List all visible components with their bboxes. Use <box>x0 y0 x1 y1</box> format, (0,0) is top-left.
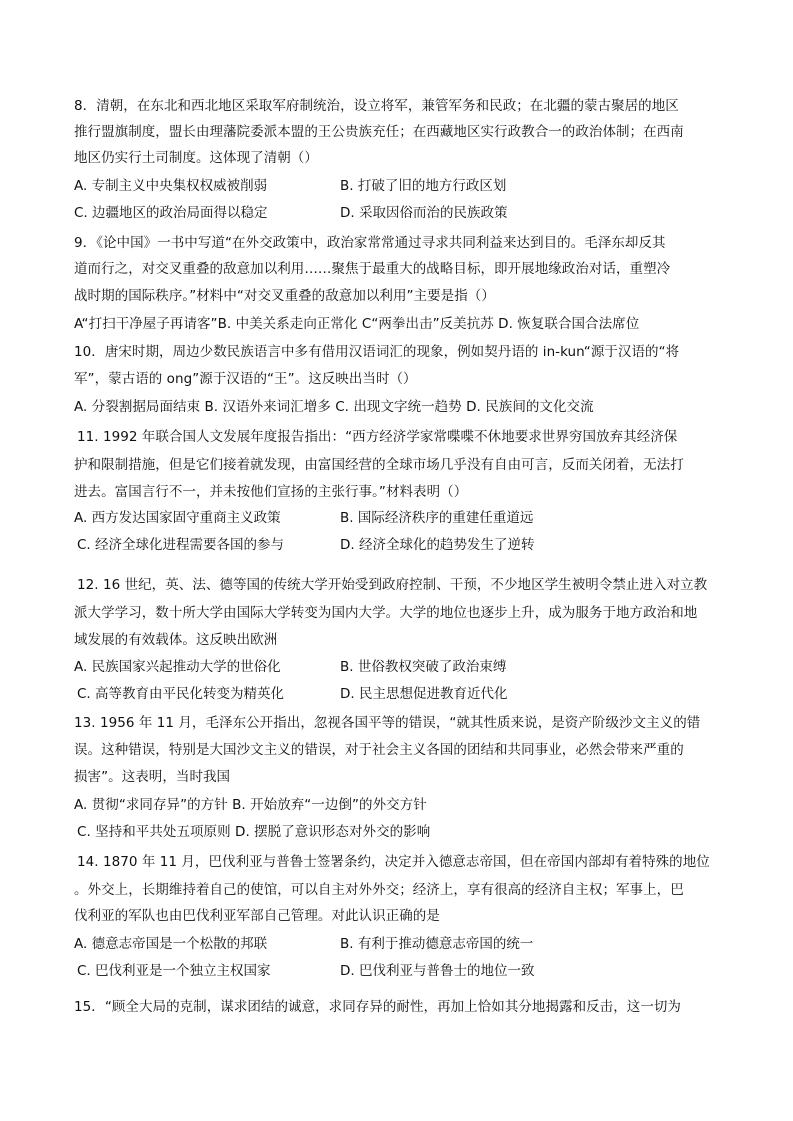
question-9-options-line: A“打扫干净屋子再请客”B. 中美关系走向正常化 C“两拳出击”反美抗苏 D. 恢复联合国合法席位 <box>74 316 640 332</box>
question-13-options-line-1: A. 贯彻“求同存异”的方针 B. 开始放弃“一边倒”的外交方针 <box>74 797 427 813</box>
question-14-option-c: C. 巴伐利亚是一个独立主权国家 <box>77 963 271 979</box>
question-8-line-1: 8．清朝，在东北和西北地区采取军府制统治，设立将军，兼管军务和民政；在北疆的蒙古聚居的地区 <box>74 98 679 114</box>
question-11-line-1: 11. 1992 年联合国人文发展年度报告指出：“西方经济学家常喋喋不休地要求世界穷国放弃其经济保 <box>77 429 678 445</box>
question-11-option-c: C. 经济全球化进程需要各国的参与 <box>77 537 285 553</box>
question-14-line-2: 。外交上，长期维持着自己的使馆，可以自主对外外交；经济上，享有很高的经济自主权；军事上，巴 <box>74 882 684 898</box>
question-14-option-b: B. 有利于推动德意志帝国的统一 <box>340 936 534 952</box>
question-13-line-1: 13. 1956 年 11 月，毛泽东公开指出，忽视各国平等的错误，“就其性质来说，是资产阶级沙文主义的错 <box>74 715 701 731</box>
question-10-line-1: 10．唐宋时期，周边少数民族语言中多有借用汉语词汇的现象，例如契丹语的 in-kun“源于汉语的“将 <box>74 344 680 360</box>
question-8-option-a: A. 专制主义中央集权权威被削弱 <box>74 178 268 194</box>
question-9-line-1: 9．《论中国》一书中写道“在外交政策中，政治家常常通过寻求共同利益来达到目的。毛泽东却反其 <box>74 235 666 251</box>
question-10-options-line: A. 分裂割据局面结束 B. 汉语外来词汇增多 C. 出现文字统一趋势 D. 民族间的文化交流 <box>74 399 594 415</box>
question-11-option-d: D. 经济全球化的趋势发生了逆转 <box>340 537 535 553</box>
question-14-option-d: D. 巴伐利亚与普鲁士的地位一致 <box>340 963 535 979</box>
question-13-line-2: 误。这种错误，特别是大国沙文主义的错误，对于社会主义各国的团结和共同事业，必然会带来严重的 <box>74 742 684 758</box>
question-12-line-1: 12. 16 世纪，英、法、德等国的传统大学开始受到政府控制、干预，不少地区学生被明令禁止进入对立教 <box>77 577 708 593</box>
question-11-option-a: A. 西方发达国家固守重商主义政策 <box>74 510 281 526</box>
question-13-options-line-2: C. 坚持和平共处五项原则 D. 摆脱了意识形态对外交的影响 <box>77 824 431 840</box>
question-10-line-2: 军”，蒙古语的 ong”源于汉语的“王”。这反映出当时（） <box>74 371 417 387</box>
question-15-line-1: 15．“顾全大局的克制，谋求团结的诚意，求同存异的耐性，再加上恰如其分地揭露和反击，这一切为 <box>74 999 681 1015</box>
question-11-line-3: 进去。富国言行不一，并未按他们宣扬的主张行事。”材料表明（） <box>74 484 468 500</box>
question-14-line-1: 14. 1870 年 11 月，巴伐利亚与普鲁士签署条约，决定并入德意志帝国，但在帝国内部却有着特殊的地位 <box>77 854 710 870</box>
question-12-line-3: 域发展的有效载体。这反映出欧洲 <box>74 632 278 648</box>
question-13-line-3: 损害”。这表明，当时我国 <box>74 769 231 785</box>
question-12-option-d: D. 民主思想促进教育近代化 <box>340 686 508 702</box>
question-11-line-2: 护和限制措施，但是它们接着就发现，由富国经营的全球市场几乎没有自由可言，反而关闭着，无法打 <box>74 457 684 473</box>
question-12-option-b: B. 世俗教权突破了政治束缚 <box>340 659 507 675</box>
question-12-option-c: C. 高等教育由平民化转变为精英化 <box>77 686 285 702</box>
question-8-line-3: 地区仍实行土司制度。这体现了清朝（） <box>74 150 318 166</box>
question-8-option-d: D. 采取因俗而治的民族政策 <box>340 205 508 221</box>
question-12-line-2: 派大学学习，数十所大学由国际大学转变为国内大学。大学的地位也逐步上升，成为服务于地方政治和地 <box>74 605 698 621</box>
question-14-line-3: 伐利亚的军队也由巴伐利亚军部自己管理。对此认识正确的是 <box>74 908 440 924</box>
question-8-line-2: 推行盟旗制度，盟长由理藩院委派本盟的王公贵族充任；在西藏地区实行政教合一的政治体制；在西南 <box>74 124 684 140</box>
question-11-option-b: B. 国际经济秩序的重建任重道远 <box>340 510 534 526</box>
question-9-line-2: 道而行之，对交叉重叠的敌意加以利用……聚焦于最重大的战略目标，即开展地缘政治对话，重塑冷 <box>74 261 671 277</box>
question-8-option-b: B. 打破了旧的地方行政区划 <box>340 178 507 194</box>
question-9-line-3: 战时期的国际秩序。”材料中“对交叉重叠的敌意加以利用”主要是指（） <box>74 288 495 304</box>
question-14-option-a: A. 德意志帝国是一个松散的邦联 <box>74 936 268 952</box>
question-12-option-a: A. 民族国家兴起推动大学的世俗化 <box>74 659 281 675</box>
question-8-option-c: C. 边疆地区的政治局面得以稳定 <box>74 205 268 221</box>
